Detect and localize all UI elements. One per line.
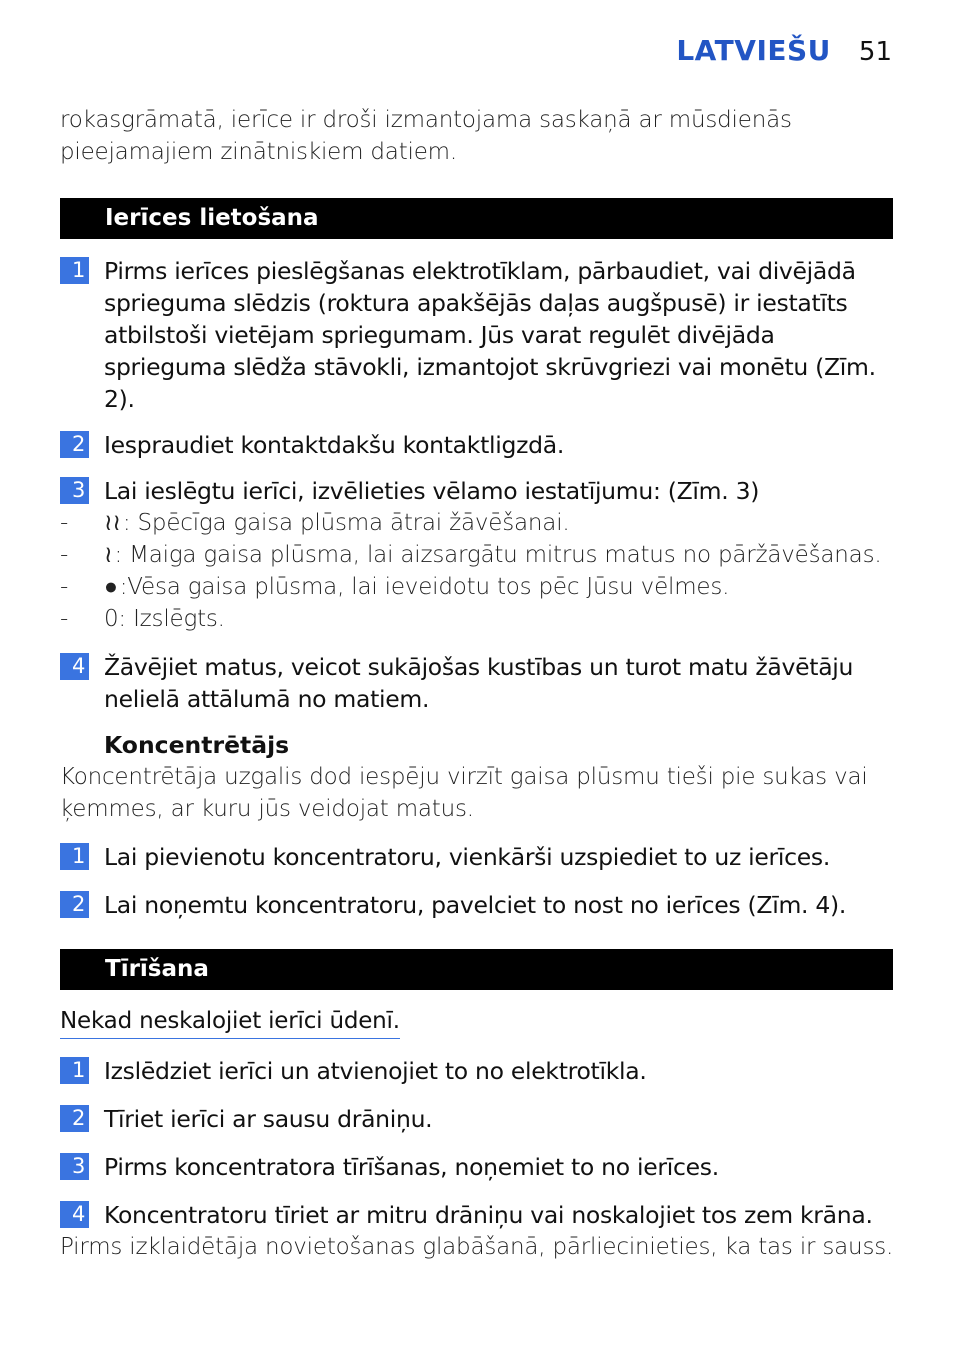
step-text: Pirms koncentratora tīrīšanas, noņemiet to no ierīces.: [104, 1153, 719, 1181]
step-number: 1: [60, 843, 89, 870]
step-number: 3: [60, 477, 89, 504]
step-number: 2: [60, 1105, 89, 1132]
list-dash: -: [60, 510, 69, 536]
cool-airflow-icon: ●: [104, 574, 118, 600]
list-dash: -: [60, 574, 69, 600]
clean-step-2: [60, 1103, 894, 1135]
strong-airflow-icon: ≀≀: [104, 510, 121, 536]
step-text: Koncentratoru tīriet ar mitru drāniņu vai noskalojiet tos zem krāna.: [104, 1201, 873, 1229]
page-content: [60, 104, 894, 1263]
setting-text: : Spēcīga gaisa plūsma ātrai žāvēšanai.: [122, 510, 570, 536]
settings-list: [60, 507, 894, 635]
list-dash: -: [60, 606, 69, 632]
step-text: Lai ieslēgtu ierīci, izvēlieties vēlamo iestatījumu: (Zīm. 3): [104, 477, 760, 505]
setting-item-gentle: [60, 539, 894, 571]
use-step-1: [60, 255, 894, 415]
step-number: 1: [60, 257, 89, 284]
step-number: 2: [60, 431, 89, 458]
step-text: Izslēdziet ierīci un atvienojiet to no elektrotīkla.: [104, 1057, 647, 1085]
setting-text: :Vēsa gaisa plūsma, lai ieveidotu tos pēc Jūsu vēlmes.: [119, 574, 730, 600]
concentrator-description: Koncentrētāja uzgalis dod iespēju virzīt gaisa plūsmu tieši pie sukas vai ķemmes, ar kuru jūs veidojat matus.: [60, 764, 868, 822]
clean-step-3: [60, 1151, 894, 1183]
step-number: 4: [60, 1201, 89, 1228]
section-heading-cleaning: Tīrīšana: [60, 949, 893, 990]
step-text: Tīriet ierīci ar sausu drāniņu.: [104, 1105, 433, 1133]
setting-text: : Maiga gaisa plūsma, lai aizsargātu mitrus matus no pāržāvēšanas.: [114, 542, 882, 568]
clean-step-1: [60, 1055, 894, 1087]
step-text: Lai noņemtu koncentratoru, pavelciet to nost no ierīces (Zīm. 4).: [104, 891, 847, 919]
intro-paragraph: rokasgrāmatā, ierīce ir droši izmantojama saskaņā ar mūsdienās pieejamajiem zinātniskiem datiem.: [60, 107, 792, 165]
language-label: LATVIEŠU: [676, 34, 831, 67]
use-step-3: [60, 475, 894, 507]
setting-item-cool: [60, 571, 894, 603]
concentrator-step-1: [60, 841, 894, 873]
section-heading-use: Ierīces lietošana: [60, 198, 893, 239]
step-number: 3: [60, 1153, 89, 1180]
setting-text: 0: Izslēgts.: [104, 606, 225, 632]
step-number: 1: [60, 1057, 89, 1084]
page-header: [676, 34, 892, 67]
cleaning-warning: Nekad neskalojiet ierīci ūdenī.: [60, 1006, 400, 1039]
list-dash: -: [60, 542, 69, 568]
step-text: Žāvējiet matus, veicot sukājošas kustības un turot matu žāvētāju nelielā attālumā no matiem.: [104, 653, 854, 713]
step-text: Iespraudiet kontaktdakšu kontaktligzdā.: [104, 431, 564, 459]
concentrator-heading: Koncentrētājs: [104, 731, 290, 759]
page-number: 51: [858, 37, 892, 67]
gentle-airflow-icon: ≀: [104, 542, 113, 568]
step-text: Pirms ierīces pieslēgšanas elektrotīklam, pārbaudiet, vai divējādā sprieguma slēdzis (roktura apakšējās daļas augšpusē) ir iestatīts atbilstoši vietējam spriegumam. Jūs varat regulēt divējāda sprieguma slēdža stāvokli, izmantojot skrūvgriezi vai monētu (Zīm. 2).: [104, 257, 876, 413]
step-number: 4: [60, 653, 89, 680]
use-step-2: [60, 429, 894, 461]
setting-item-off: [60, 603, 894, 635]
clean-step-4: [60, 1199, 894, 1231]
setting-item-strong: [60, 507, 894, 539]
concentrator-step-2: [60, 889, 894, 921]
step-number: 2: [60, 891, 89, 918]
storage-note: Pirms izklaidētāja novietošanas glabāšanā, pārliecinieties, ka tas ir sauss.: [60, 1234, 894, 1260]
step-text: Lai pievienotu koncentratoru, vienkārši uzspiediet to uz ierīces.: [104, 843, 831, 871]
use-step-4: [60, 651, 894, 715]
